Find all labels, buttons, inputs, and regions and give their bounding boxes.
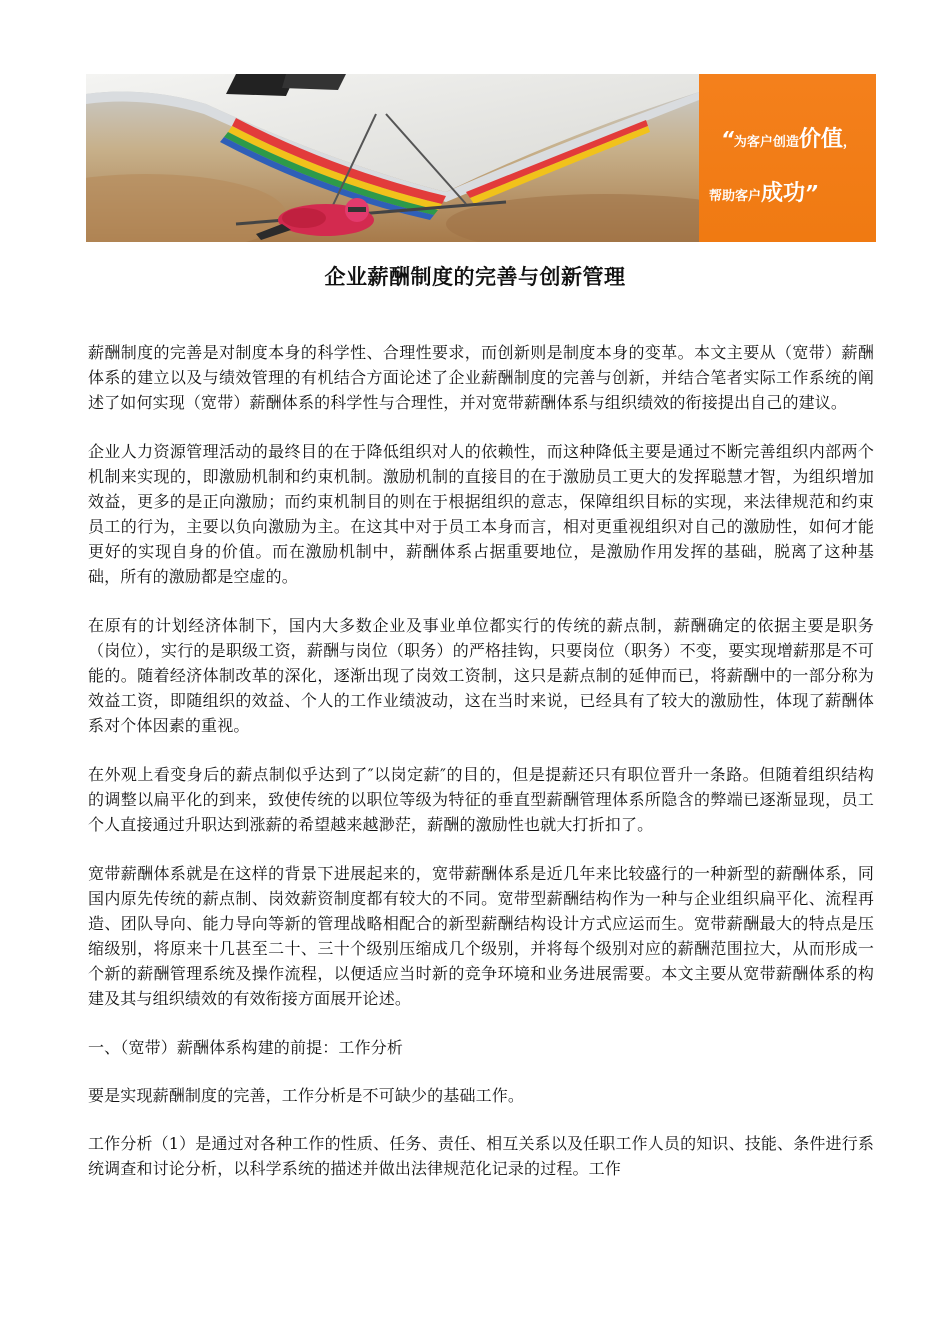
slogan-line1-prefix: 为客户创造 xyxy=(733,135,799,150)
document-body xyxy=(88,340,874,1205)
slogan-line-2 xyxy=(709,176,818,207)
slogan-open-quote: “ xyxy=(721,127,734,151)
slogan-line-1 xyxy=(721,122,856,153)
slogan-close-quote: ” xyxy=(805,181,818,205)
slogan-panel xyxy=(699,74,876,242)
paragraph: 在原有的计划经济体制下，国内大多数企业及事业单位都实行的传统的薪点制，薪酬确定的依据主要是职务（岗位），实行的是职级工资，薪酬与岗位（职务）的严格挂钩，只要岗位（职务）不变，要实现增薪那是不可能的。随着经济体制改革的深化，逐渐出现了岗效工资制，这只是薪点制的延伸而已，将薪酬中的一部分称为效益工资，即随组织的效益、个人的工作业绩波动，这在当时来说，已经具有了较大的激励性，体现了薪酬体系对个体因素的重视。 xyxy=(88,616,874,735)
paragraph: 宽带薪酬体系就是在这样的背景下进展起来的，宽带薪酬体系是近几年来比较盛行的一种新型的薪酬体系，同国内原先传统的薪点制、岗效薪资制度都有较大的不同。宽带型薪酬结构作为一种与企业组织扁平化、流程再造、团队导向、能力导向等新的管理战略相配合的新型薪酬结构设计方式应运而生。宽带薪酬最大的特点是压缩级别，将原来十几甚至二十、三十个级别压缩成几个级别，并将每个级别对应的薪酬范围拉大，从而形成一个新的薪酬管理系统及操作流程，以便适应当时新的竞争环境和业务进展需要。本文主要从宽带薪酬体系的构建及其与组织绩效的有效衔接方面展开论述。 xyxy=(88,864,874,1008)
paragraph: 企业人力资源管理活动的最终目的在于降低组织对人的依赖性，而这种降低主要是通过不断完善组织内部两个机制来实现的，即激励机制和约束机制。激励机制的直接目的在于激励员工更大的发挥聪慧才智，为组织增加效益，更多的是正向激励；而约束机制目的则在于根据组织的意志，保障组织目标的实现，来法律规范和约束员工的行为，主要以负向激励为主。在这其中对于员工本身而言，相对更重视组织对自己的激励性，如何才能更好的实现自身的价值。而在激励机制中，薪酬体系占据重要地位，是激励作用发挥的基础，脱离了这种基础，所有的激励都是空虚的。 xyxy=(88,442,874,586)
slogan-line1-suffix: ， xyxy=(842,135,856,150)
document-title: 企业薪酬制度的完善与创新管理 xyxy=(324,265,626,289)
section-heading: 一、（宽带）薪酬体系构建的前提：工作分析 xyxy=(88,1038,404,1057)
paragraph: 在外观上看变身后的薪点制似乎达到了″以岗定薪″的目的，但是提薪还只有职位晋升一条路。但随着组织结构的调整以扁平化的到来，致使传统的以职位等级为特征的垂直型薪酬管理体系所隐含的弊端已逐渐显现，员工个人直接通过升职达到涨薪的希望越来越渺茫，薪酬的激励性也就大打折扣了。 xyxy=(88,765,874,834)
paragraph: 要是实现薪酬制度的完善，工作分析是不可缺少的基础工作。 xyxy=(88,1086,525,1105)
paragraph: 薪酬制度的完善是对制度本身的科学性、合理性要求，而创新则是制度本身的变革。本文主要从（宽带）薪酬体系的建立以及与绩效管理的有机结合方面论述了企业薪酬制度的完善与创新，并结合笔者实际工作系统的阐述了如何实现（宽带）薪酬体系的科学性与合理性，并对宽带薪酬体系与组织绩效的衔接提出自己的建议。 xyxy=(88,343,874,412)
slogan-value-word: 价值 xyxy=(798,127,843,152)
hang-glider-photo xyxy=(86,74,699,242)
paragraph: 工作分析（1）是通过对各种工作的性质、任务、责任、相互关系以及任职工作人员的知识、技能、条件进行系统调查和讨论分析，以科学系统的描述并做出法律规范化记录的过程。工作 xyxy=(88,1134,874,1178)
slogan-success-word: 成功 xyxy=(761,181,806,206)
header-banner xyxy=(86,74,876,242)
slogan-line2-prefix: 帮助客户 xyxy=(709,189,762,204)
